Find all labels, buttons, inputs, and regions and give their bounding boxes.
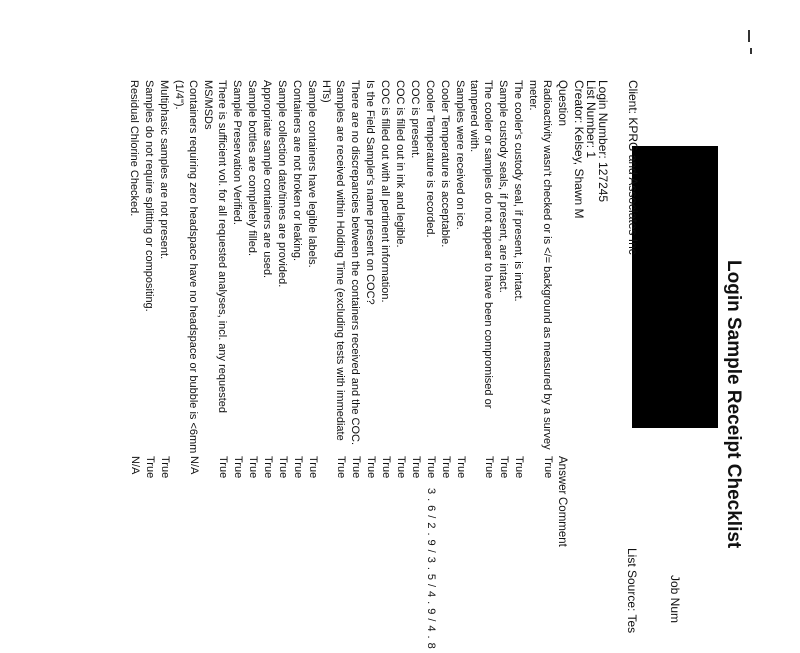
- question-text: Cooler Temperature is recorded.: [424, 80, 436, 238]
- answer-value: True: [277, 456, 289, 479]
- answer-value: True: [483, 456, 495, 479]
- question-text: COC is filled out with all pertinent information.: [379, 80, 391, 303]
- comment-value: 3.6/2.9/3.5/4.9/4.8: [425, 488, 437, 653]
- answer-value: True: [232, 456, 244, 479]
- answer-value: True: [159, 456, 171, 479]
- answer-value: True: [440, 456, 452, 479]
- answer-value: True: [292, 456, 304, 479]
- question-text: Sample custody seals, if present, are intact.: [497, 80, 509, 293]
- question-text: There are no discrepancies between the containers received and the COC.: [349, 80, 361, 446]
- question-text: Sample collection date/times are provided.: [276, 80, 288, 288]
- answer-value: True: [455, 456, 467, 479]
- question-text: Appropriate sample containers are used.: [261, 80, 273, 279]
- question-text: The cooler's custody seal, if present, is intact.: [512, 80, 524, 302]
- answer-value: True: [262, 456, 274, 479]
- question-text: Samples do not require splitting or compositing.: [143, 80, 155, 312]
- question-text: Sample bottles are completely filled.: [246, 80, 258, 257]
- answer-value: True: [350, 456, 362, 479]
- question-text: Containers requiring zero headspace have no headspace or bubble is <6mm (1/4").: [173, 80, 199, 454]
- question-text: Cooler Temperature is acceptable.: [439, 80, 451, 248]
- list-number: List Number: 1: [584, 80, 598, 159]
- answer-value: True: [247, 456, 259, 479]
- comment-header: Comment: [556, 497, 568, 547]
- list-source: List Source: Tes: [625, 548, 639, 634]
- page-title: Login Sample Receipt Checklist: [723, 260, 744, 549]
- answer-value: True: [498, 456, 510, 479]
- answer-value: True: [144, 456, 156, 479]
- client-name: Client: KPRG and Associates Inc: [626, 80, 640, 255]
- job-number: Job Num: [668, 575, 682, 624]
- answer-value: N/A: [188, 456, 200, 475]
- answer-value: True: [307, 456, 319, 479]
- question-text: There is sufficient vol. for all requested analyses, incl. any requested MS/MSDs: [202, 80, 228, 414]
- answer-value: True: [513, 456, 525, 479]
- answer-value: True: [217, 456, 229, 479]
- answer-value: True: [542, 456, 554, 479]
- question-text: Samples are received within Holding Time (excluding tests with immediate HTs): [320, 80, 346, 441]
- creator: Creator: Kelsey, Shawn M: [572, 80, 586, 219]
- login-number: Login Number: 127245: [596, 80, 610, 203]
- question-header: Question: [556, 80, 568, 127]
- question-text: COC is present.: [409, 80, 421, 159]
- question-text: Residual Chlorine Checked.: [128, 80, 140, 217]
- question-text: The cooler or samples do not appear to have been compromised or tampered with.: [468, 80, 494, 409]
- answer-value: N/A: [129, 456, 141, 475]
- question-text: COC is filled out in ink and legible.: [394, 80, 406, 248]
- answer-value: True: [380, 456, 392, 479]
- answer-value: True: [365, 456, 377, 479]
- answer-value: True: [335, 456, 347, 479]
- question-text: Containers are not broken or leaking.: [291, 80, 303, 261]
- question-text: Sample Preservation Verified.: [231, 80, 243, 225]
- question-text: Samples were received on ice.: [454, 80, 466, 230]
- question-text: Is the Field Sampler's name present on COC?: [364, 80, 376, 305]
- question-text: Multiphasic samples are not present.: [158, 80, 170, 260]
- answer-value: True: [425, 456, 437, 479]
- question-text: Sample containers have legible labels.: [306, 80, 318, 268]
- answer-value: True: [395, 456, 407, 479]
- answer-header: Answer: [556, 456, 568, 495]
- answer-value: True: [410, 456, 422, 479]
- question-text: Radioactivity wasn't checked or is </= background as measured by a survey meter.: [527, 80, 553, 450]
